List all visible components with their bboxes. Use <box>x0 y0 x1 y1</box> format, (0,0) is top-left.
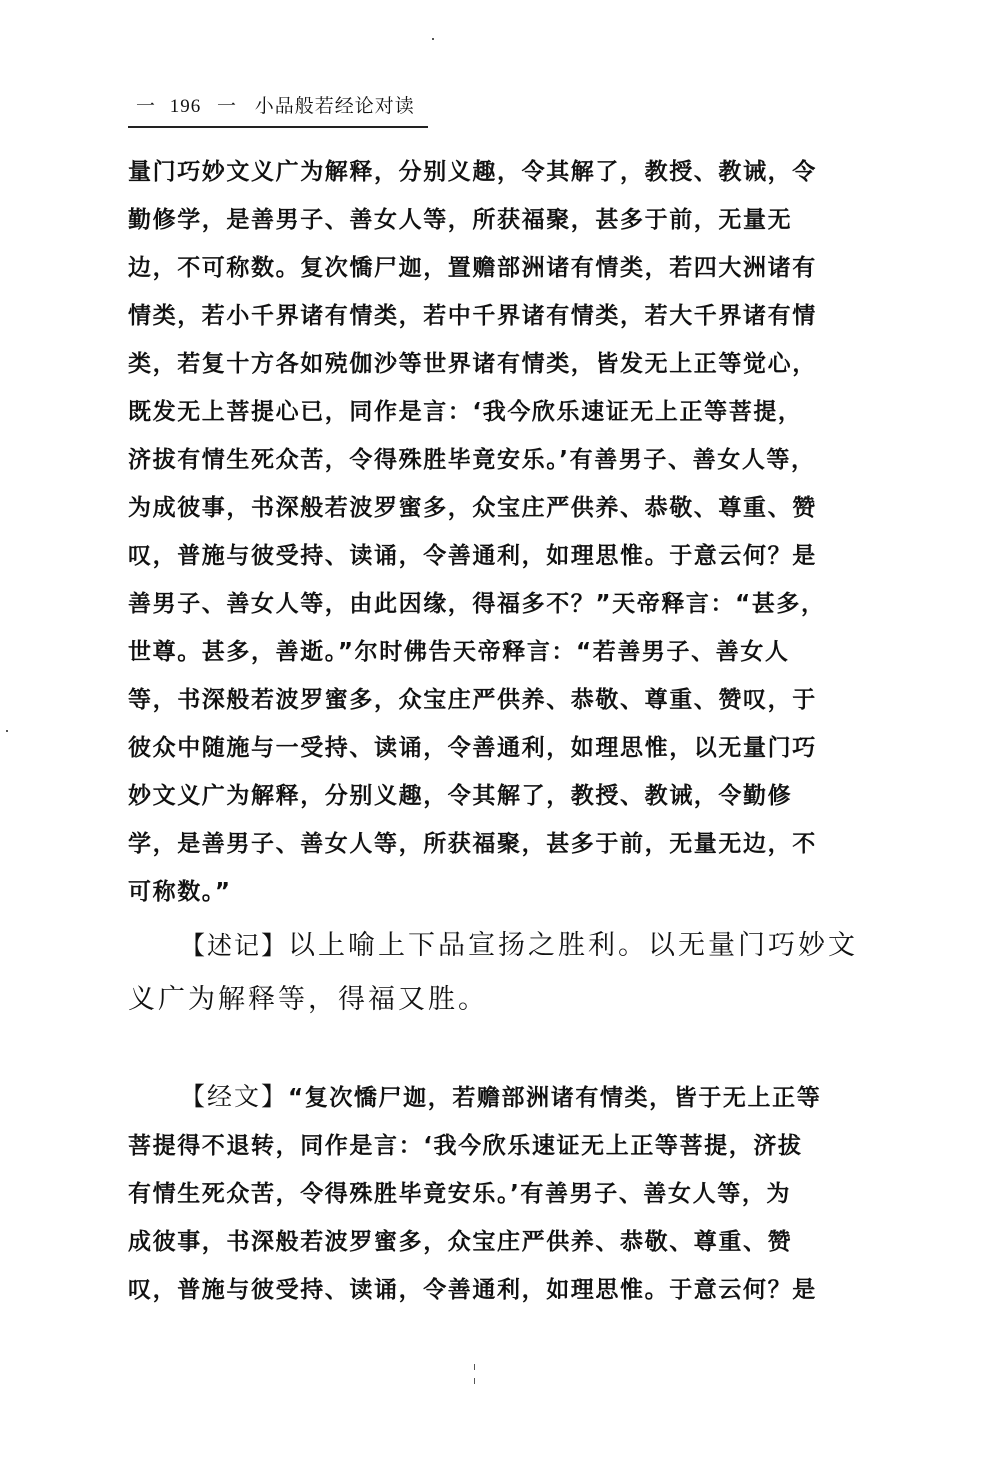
running-header <box>128 92 428 128</box>
text-line: 成彼事，书深般若波罗蜜多，众宝庄严供养、恭敬、尊重、赞 <box>128 1229 793 1255</box>
text-line: 彼众中随施与一受持、读诵，令善通利，如理思惟，以无量门巧 <box>128 735 817 761</box>
scan-speck <box>474 1378 475 1384</box>
text-line: 学，是善男子、善女人等，所获福聚，甚多于前，无量无边，不 <box>128 831 817 857</box>
text-line: 义广为解释等，得福又胜。 <box>128 984 488 1014</box>
scan-speck <box>432 38 434 40</box>
book-title: 小品般若经论对读 <box>254 96 415 117</box>
text-line: 边，不可称数。复次憍尸迦，置赡部洲诸有情类，若四大洲诸有 <box>128 255 817 281</box>
text-line: 世尊。甚多，善逝。”尔时佛告天帝释言：“若善男子、善女人 <box>128 639 790 665</box>
commentary-first-line <box>180 928 872 964</box>
sutra-first-line <box>180 1082 872 1114</box>
text-line: 量门巧妙文义广为解释，分别义趣，令其解了，教授、教诫，令 <box>128 159 817 185</box>
header-dash-left: 一 <box>136 96 157 117</box>
text-line: 既发无上菩提心已，同作是言：‘我今欣乐速证无上正等菩提， <box>128 399 803 425</box>
text-line: 叹，普施与彼受持、读诵，令善通利，如理思惟。于意云何？是 <box>128 543 817 569</box>
text-line: 勤修学，是善男子、善女人等，所获福聚，甚多于前，无量无 <box>128 207 793 233</box>
page-number: 196 <box>169 96 202 117</box>
text-line: “复次憍尸迦，若赡部洲诸有情类，皆于无上正等 <box>288 1085 822 1111</box>
text-line: 等，书深般若波罗蜜多，众宝庄严供养、恭敬、尊重、赞叹，于 <box>128 687 817 713</box>
text-line: 以上喻上下品宣扬之胜利。以无量门巧妙文 <box>288 930 859 960</box>
header-dash-right: 一 <box>217 96 238 117</box>
text-line: 妙文义广为解释，分别义趣，令其解了，教授、教诫，令勤修 <box>128 783 793 809</box>
text-line: 善男子、善女人等，由此因缘，得福多不？”天帝释言：“甚多， <box>128 591 826 617</box>
scan-speck <box>474 1364 475 1370</box>
text-line: 菩提得不退转，同作是言：‘我今欣乐速证无上正等菩提，济拔 <box>128 1133 803 1159</box>
text-line: 情类，若小千界诸有情类，若中千界诸有情类，若大千界诸有情 <box>128 303 817 329</box>
commentary-label: 【述记】 <box>180 933 289 960</box>
text-line: 济拔有情生死众苦，令得殊胜毕竟安乐。’有善男子、善女人等， <box>128 447 816 473</box>
text-line: 类，若复十方各如殑伽沙等世界诸有情类，皆发无上正等觉心， <box>128 351 817 377</box>
text-line: 为成彼事，书深般若波罗蜜多，众宝庄严供养、恭敬、尊重、赞 <box>128 495 817 521</box>
text-line: 有情生死众苦，令得殊胜毕竟安乐。’有善男子、善女人等，为 <box>128 1181 792 1207</box>
sutra-label: 【经文】 <box>180 1084 289 1111</box>
text-line: 可称数。” <box>128 879 232 905</box>
text-line: 叹，普施与彼受持、读诵，令善通利，如理思惟。于意云何？是 <box>128 1277 817 1303</box>
scan-speck <box>6 730 8 732</box>
